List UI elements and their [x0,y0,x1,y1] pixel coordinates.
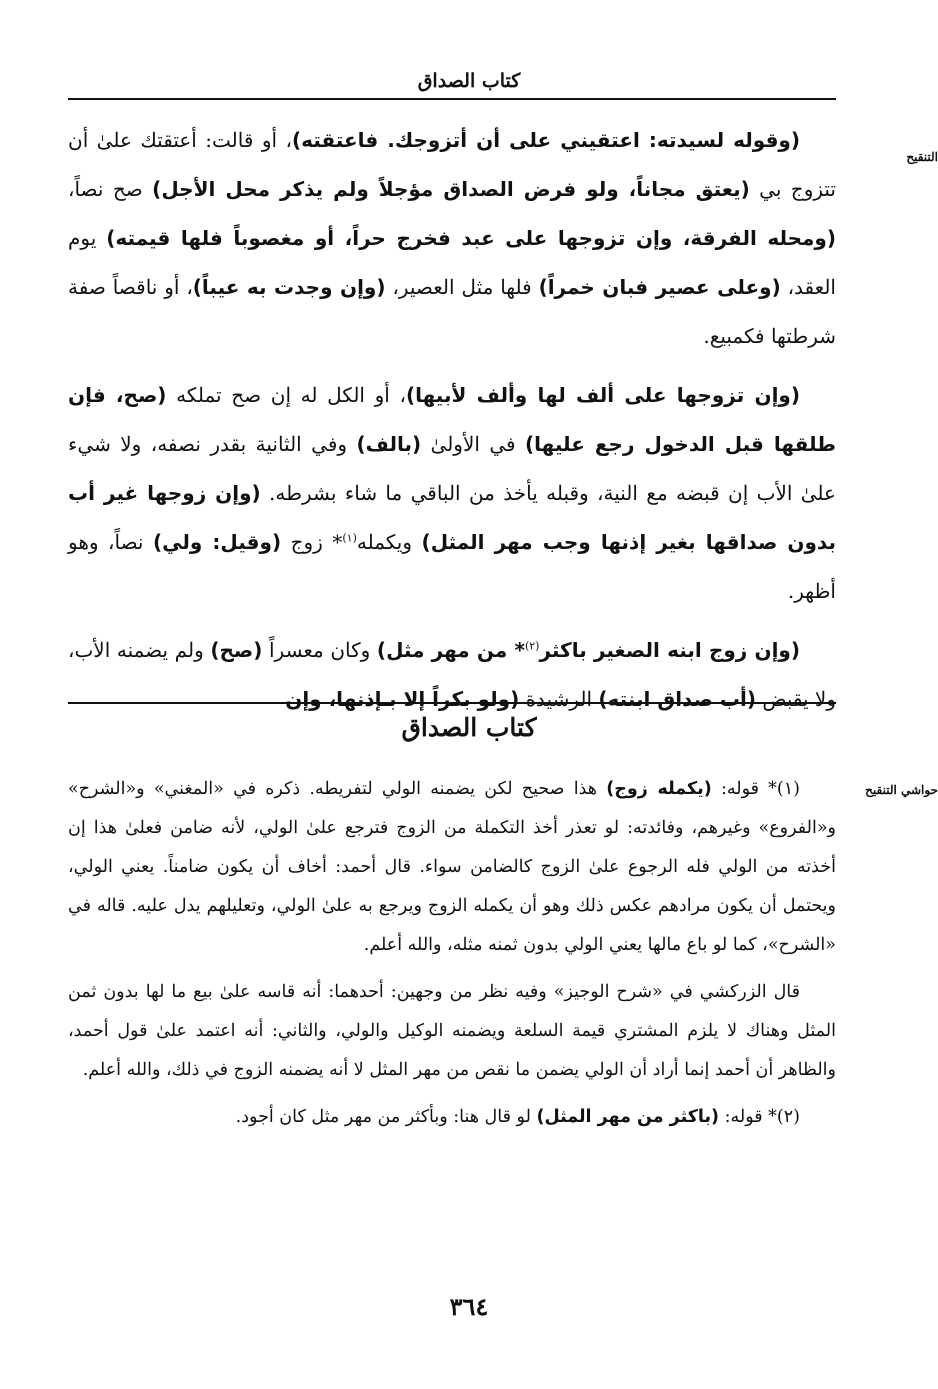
running-header: كتاب الصداق [417,70,521,92]
text-run: وكان معسراً [262,638,377,662]
footnote-1-continued [68,973,836,1090]
text-run: (١)* قوله: [711,779,800,799]
text-run: ، أو الكل له إن صح تملكه [166,383,406,407]
text-run: لو قال هنا: وبأكثر من مهر مثل كان أجود. [235,1107,537,1127]
section-title: كتاب الصداق [401,713,537,742]
bold-run: (بالف) [356,432,422,456]
text-run: ويكمله [356,530,422,554]
text-run: * زوج [281,530,343,554]
text-run: الرشيدة [519,687,599,711]
bold-run: (يعتق مجاناً، ولو فرض الصداق مؤجلاً ولم يذكر محل الأجل) [152,177,750,201]
text-run: صح نصاً، [68,177,153,201]
margin-label-main-text: التنقيح [906,150,938,164]
bold-run: * من مهر مثل) [376,638,525,662]
footnote-2 [68,1098,836,1137]
text-run: هذا صحيح لكن يضمنه الولي لتفريطه. ذكره في «المغني» و«الشرح» و«الفروع» وغيرهم، وفائدته: لو تعذر أخذ التكملة من الزوج فترجع علىٰ الولي، لأنه ضامن فعلىٰ هذا إن أخذته من الولي فله الرجوع علىٰ الزوج كالضامن سواء. قال أحمد: أخاف أن يكون ضامناً. يعني الولي، ويحتمل أن يكون مرادهم عكس ذلك وهو أن يكمله الزوج ويرجع به علىٰ الولي، وتعليلهم يدل عليه. قاله في «الشرح»، كما لو باع مالها يعني الولي بدون ثمنه مثله، والله أعلم. [68,779,836,955]
footnote-marker: (١) [342,531,357,545]
main-paragraph-2 [68,371,836,616]
margin-label-notes-text: حواشي التنقيح [865,783,938,797]
text-run: في الأولىٰ [421,432,526,456]
bold-run: (ومحله الفرقة، وإن تزوجها على عبد فخرج حراً، أو مغصوباً فلها قيمته) [106,226,837,250]
bold-run: (وعلى عصير فبان خمراً) [538,275,781,299]
text-run: (٢)* قوله: [719,1107,800,1127]
bold-run: (وإن وجدت به عيباً) [192,275,386,299]
footnote-1 [68,770,836,965]
text-run: قال الزركشي في «شرح الوجيز» وفيه نظر من وجهين: أحدهما: أنه قاسه علىٰ بيع ما لها بدون ثمن المثل وهناك لا يلزم المشتري قيمة السلعة ويضمنه الوكيل والولي، والثاني: أنه اعتمد علىٰ قول أحمد، والظاهر أن أحمد إنما أراد أن الولي يضمن ما نقص من مهر المثل لا أنه يضمنه الزوج في ذلك، والله أعلم. [68,982,836,1080]
bold-run: (وإن زوجها غير أب بدون صداقها بغير إذنها وجب مهر المثل) [68,481,836,554]
main-paragraph-1 [68,116,836,361]
text-run: ، أو ناقصاً صفة شرطتها فكمبيع. [68,275,836,348]
bold-run: (صح، فإن طلقها قبل الدخول رجع عليها) [68,383,837,456]
bold-run: (أب صداق ابنته) [598,687,756,711]
bold-run: (ولو بكراً إلا بـإذنها، وإن [285,687,520,711]
footnotes [68,770,836,1145]
text-run: يوم العقد، [68,226,836,299]
bold-run: (صح) [210,638,263,662]
section-rule [68,702,836,704]
text-run: وفي الثانية بقدر نصفه، ولا شيء علىٰ الأب إن قبضه مع النية، وقبله يأخذ من الباقي ما شاء بشرطه. [68,432,836,505]
footnote-marker: (٢) [524,639,540,653]
bold-run: (وإن تزوجها على ألف لها وألف لأبيها) [405,383,800,407]
bold-run: (وقيل: ولي) [153,530,282,554]
page-number: ٣٦٤ [449,1292,489,1321]
bold-run: (وإن زوج ابنه الصغير باكثر [539,638,800,662]
text-run: فلها مثل العصير، [385,275,539,299]
bold-run: (باكثر من مهر المثل) [536,1107,720,1127]
text-run: ، أو قالت: أعتقتك علىٰ أن تتزوج بي [68,128,836,201]
text-run: ولم يضمنه الأب، ولا يقبض [68,638,836,711]
header-rule [68,98,836,100]
text-run: نصاً، وهو أظهر. [68,530,836,603]
bold-run: (وقوله لسيدته: اعتقيني على أن أتزوجك. فاعتقته) [291,128,800,152]
main-text [68,116,836,734]
bold-run: (يكمله زوج) [606,779,712,799]
